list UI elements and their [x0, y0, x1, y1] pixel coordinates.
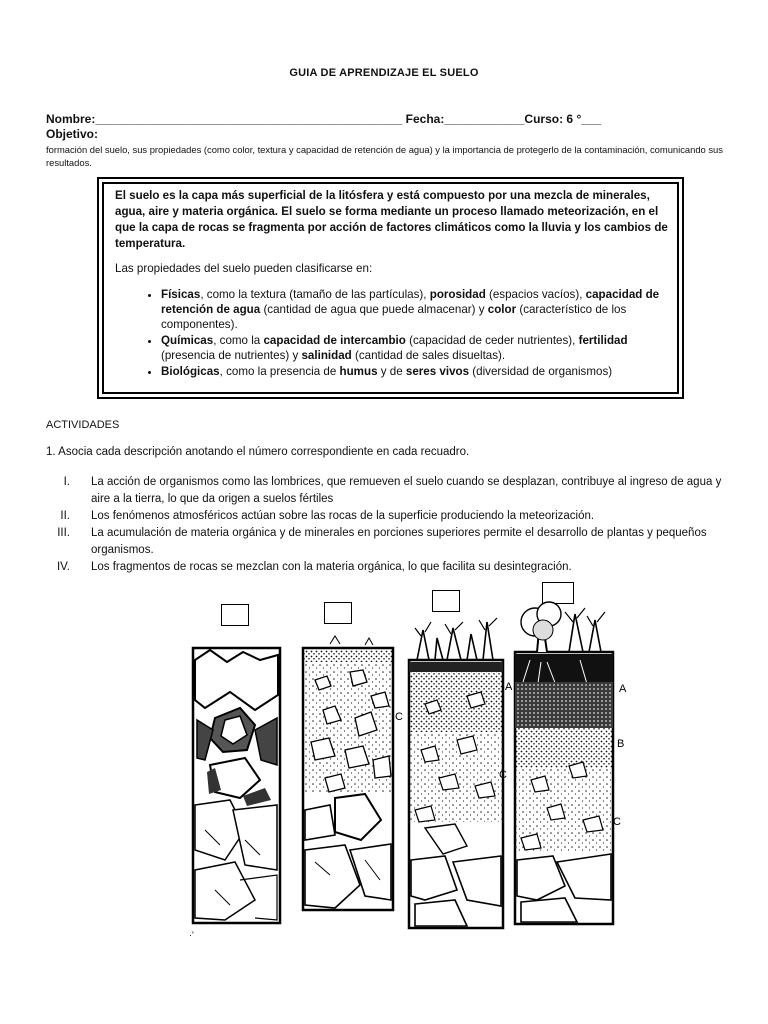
item-text: La acumulación de materia orgánica y de minerales en porciones superiores permite el desarrollo de plantas y pequeños organismos. — [91, 527, 707, 556]
kw: capacidad de retención de agua — [161, 288, 660, 316]
intro-text-a: El suelo es la capa más superficial de la litósfera y está compuesto por una mezcla de minerales, agua, aire y materia orgánica. El suelo se forma mediante un proceso llamado — [115, 189, 650, 218]
kw: Físicas — [161, 288, 201, 301]
kw: color — [487, 303, 517, 316]
objective-label: Objetivo: — [46, 127, 99, 141]
profile-column-2 — [303, 636, 403, 910]
txt: , como la textura (tamaño de las partículas), — [200, 288, 430, 301]
kw: seres vivos — [405, 365, 470, 378]
kw: porosidad — [429, 288, 486, 301]
question-1: 1. Asocia cada descripción anotando el número correspondiente en cada recuadro. — [46, 446, 470, 458]
profile-column-1 — [189, 648, 280, 940]
profile-column-3 — [409, 618, 513, 928]
item-number: II. — [60, 510, 70, 522]
txt: , como la presencia de — [219, 365, 340, 378]
soil-profiles-illustration — [185, 600, 645, 945]
intro-paragraph — [115, 188, 668, 252]
properties-list — [115, 287, 668, 379]
student-info-line[interactable]: Nombre:______________________________________________ Fecha:____________Curso: 6 °___ — [46, 112, 602, 126]
item-number: III. — [57, 527, 70, 539]
horizon-label-a: A — [505, 681, 513, 693]
property-quimicas — [161, 333, 668, 363]
kw: Biológicas — [161, 365, 220, 378]
kw: salinidad — [301, 349, 352, 362]
txt: (cantidad de agua que puede almacenar) y — [260, 303, 488, 316]
properties-intro: Las propiedades del suelo pueden clasificarse en: — [115, 262, 373, 275]
description-item — [40, 525, 730, 559]
page-title: GUIA DE APRENDIZAJE EL SUELO — [289, 67, 479, 79]
txt: (característico de los componentes). — [161, 303, 627, 331]
property-biologicas — [161, 364, 668, 379]
txt: (capacidad de ceder nutrientes), — [405, 334, 579, 347]
horizon-label-b: B — [617, 738, 625, 750]
activities-heading: ACTIVIDADES — [46, 419, 120, 431]
descriptions-list — [40, 474, 730, 576]
horizon-label-a: A — [619, 683, 627, 695]
item-text: La acción de organismos como las lombrices, que remueven el suelo cuando se desplazan, contribuye al ingreso de agua y aire a la tierra, lo que da origen a suelos fértiles — [91, 476, 722, 505]
horizon-label-c: C — [499, 769, 507, 781]
info-box — [97, 177, 684, 399]
horizon-label-c: C — [395, 711, 403, 723]
info-box-inner — [102, 182, 679, 394]
txt: , como la — [213, 334, 264, 347]
kw: fertilidad — [578, 334, 628, 347]
txt: (cantidad de sales disueltas). — [351, 349, 506, 362]
txt: (espacios vacíos), — [485, 288, 586, 301]
txt: (diversidad de organismos) — [469, 365, 613, 378]
item-number: I. — [63, 476, 70, 488]
intro-text-b: , en el que la capa de rocas se fragmenta por acción de factores climáticos como la lluvia y los cambios de temperatura. — [115, 205, 668, 250]
txt: y de — [377, 365, 406, 378]
intro-keyword: meteorización — [547, 205, 626, 218]
description-item — [40, 474, 730, 508]
item-text: Los fragmentos de rocas se mezclan con la materia orgánica, lo que facilita su desintegración. — [91, 561, 572, 573]
horizon-label-c: C — [613, 816, 621, 828]
objective-text: formación del suelo, sus propiedades (como color, textura y capacidad de retención de agua) y la importancia de protegerlo de la contaminación, comunicando sus resultados. — [46, 144, 723, 168]
txt: (presencia de nutrientes) y — [161, 349, 302, 362]
description-item — [40, 559, 730, 576]
description-item — [40, 508, 730, 525]
corner-mark: ·' — [189, 930, 194, 940]
property-fisicas — [161, 287, 668, 332]
kw: humus — [339, 365, 378, 378]
profile-column-4 — [515, 602, 627, 924]
item-text: Los fenómenos atmosféricos actúan sobre las rocas de la superficie produciendo la meteorización. — [91, 510, 595, 522]
kw: Químicas — [161, 334, 214, 347]
kw: capacidad de intercambio — [263, 334, 406, 347]
item-number: IV. — [56, 561, 70, 573]
